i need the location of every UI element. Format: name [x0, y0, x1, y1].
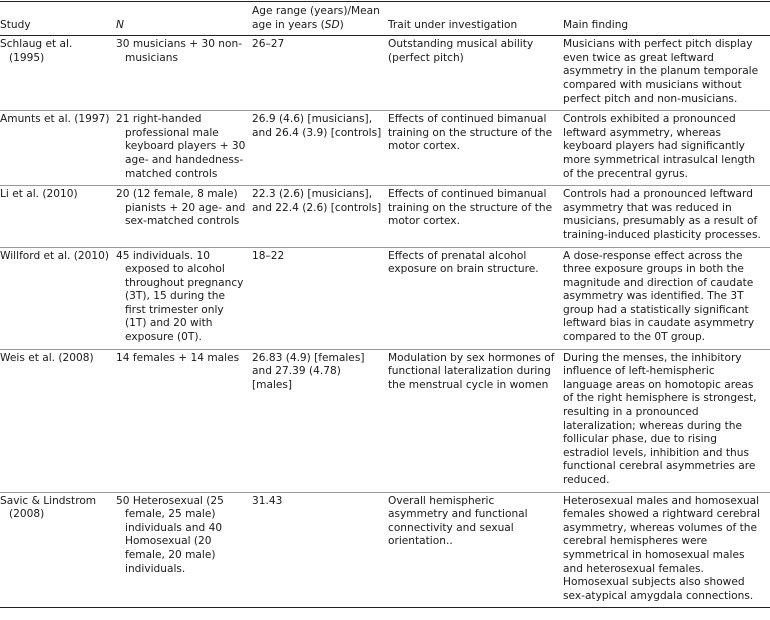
cell-age: [252, 247, 388, 349]
cell-study: [0, 36, 116, 111]
study-text: Schlaug et al. (1995): [0, 38, 73, 64]
cell-finding: [563, 186, 770, 247]
study-text: Weis et al. (2008): [0, 351, 94, 364]
n-text: 21 right-handed professional male keyboard players + 30 age- and handedness-matched controls: [116, 113, 246, 180]
cell-finding: [563, 349, 770, 492]
finding-text: Controls exhibited a pronounced leftward asymmetry, whereas keyboard players had significantly more symmetrical intrasulcal length of the precentral gyrus.: [563, 113, 756, 180]
cell-n: [116, 349, 252, 492]
cell-finding: [563, 36, 770, 111]
header-main-finding: [563, 2, 770, 36]
study-text: Li et al. (2010): [0, 188, 78, 201]
table-row: [0, 349, 770, 492]
n-text: 20 (12 female, 8 male) pianists + 20 age- and sex-matched controls: [116, 188, 246, 228]
cell-n: [116, 111, 252, 186]
n-text: 30 musicians + 30 non-musicians: [116, 38, 243, 64]
header-n-label: N: [116, 18, 124, 31]
cell-n: [116, 247, 252, 349]
finding-text: A dose-response effect across the three exposure groups in both the magnitude and direction of caudate asymmetry was identified. The 3T group had a statistically significant leftward bias in caudate asymmetry compared to the 0T group.: [563, 249, 755, 344]
table-row: [0, 247, 770, 349]
cell-age: [252, 492, 388, 608]
trait-text: Modulation by sex hormones of functional lateralization during the menstrual cycle in women: [388, 351, 555, 391]
cell-finding: [563, 492, 770, 608]
cell-trait: [388, 36, 563, 111]
age-text: 26.9 (4.6) [musicians], and 26.4 (3.9) [controls]: [252, 113, 382, 139]
header-age-close: ): [339, 18, 344, 31]
header-trait: [388, 2, 563, 36]
trait-text: Outstanding musical ability (perfect pitch): [388, 38, 534, 64]
age-text: 22.3 (2.6) [musicians], and 22.4 (2.6) [controls]: [252, 188, 382, 214]
cell-trait: [388, 111, 563, 186]
header-study-label: Study: [0, 18, 31, 31]
header-row: [0, 2, 770, 36]
cell-finding: [563, 247, 770, 349]
cell-trait: [388, 186, 563, 247]
header-age: [252, 2, 388, 36]
cell-trait: [388, 349, 563, 492]
age-text: 18–22: [252, 249, 285, 262]
n-text: 50 Heterosexual (25 female, 25 male) individuals and 40 Homosexual (20 female, 20 male) individuals.: [116, 494, 224, 575]
cell-n: [116, 492, 252, 608]
header-study: [0, 2, 116, 36]
trait-text: Overall hemispheric asymmetry and functional connectivity and sexual orientation..: [388, 494, 528, 548]
cell-study: [0, 349, 116, 492]
cell-n: [116, 186, 252, 247]
cell-trait: [388, 247, 563, 349]
cell-age: [252, 186, 388, 247]
finding-text: Controls had a pronounced leftward asymmetry that was reduced in musicians, presumably as a result of training-induced plasticity processes.: [563, 188, 761, 241]
study-text: Savic & Lindstrom (2008): [0, 494, 97, 521]
trait-text: Effects of continued bimanual training on the structure of the motor cortex.: [388, 113, 553, 153]
cell-age: [252, 36, 388, 111]
trait-text: Effects of continued bimanual training on the structure of the motor cortex.: [388, 188, 553, 228]
table-body: [0, 36, 770, 608]
study-text: Amunts et al. (1997): [0, 113, 110, 126]
header-age-sd: SD: [324, 18, 340, 31]
cell-age: [252, 349, 388, 492]
age-text: 26.83 (4.9) [females] and 27.39 (4.78) [males]: [252, 351, 365, 391]
age-text: 31.43: [252, 494, 283, 507]
cell-trait: [388, 492, 563, 608]
n-text: 14 females + 14 males: [116, 351, 240, 364]
studies-table: [0, 1, 770, 608]
study-text: Willford et al. (2010): [0, 249, 109, 262]
cell-study: [0, 247, 116, 349]
table-row: [0, 492, 770, 608]
finding-text: Musicians with perfect pitch display even twice as great leftward asymmetry in the planum temporale compared with musicians without perfect pitch and non-musicians.: [563, 38, 759, 105]
cell-study: [0, 492, 116, 608]
table-row: [0, 36, 770, 111]
cell-n: [116, 36, 252, 111]
header-age-label: Age range (years)/Mean age in years (: [252, 5, 380, 31]
n-text: 45 individuals. 10 exposed to alcohol throughout pregnancy (3T), 15 during the first trimester only (1T) and 20 with exposure (0T).: [116, 249, 244, 344]
cell-finding: [563, 111, 770, 186]
table-row: [0, 186, 770, 247]
cell-study: [0, 111, 116, 186]
header-main-finding-label: Main finding: [563, 18, 629, 31]
finding-text: During the menses, the inhibitory influence of left-hemispheric language areas on homotopic areas of the right hemisphere is strongest, resulting in a pronounced lateralization; whereas during the follicular phase, due to rising estradiol levels, inhibition and thus functional cerebral asymmetries are reduced.: [563, 351, 757, 486]
trait-text: Effects of prenatal alcohol exposure on brain structure.: [388, 249, 539, 276]
table-header: [0, 2, 770, 36]
cell-study: [0, 186, 116, 247]
header-trait-label: Trait under investigation: [388, 18, 518, 31]
cell-age: [252, 111, 388, 186]
finding-text: Heterosexual males and homosexual females showed a rightward cerebral asymmetry, whereas volumes of the cerebral hemispheres were symmetrical in homosexual males and heterosexual females. Homosexual subjects also showed sex-atypical amygdala connections.: [563, 494, 761, 602]
age-text: 26–27: [252, 38, 285, 51]
table-row: [0, 111, 770, 186]
header-n: [116, 2, 252, 36]
